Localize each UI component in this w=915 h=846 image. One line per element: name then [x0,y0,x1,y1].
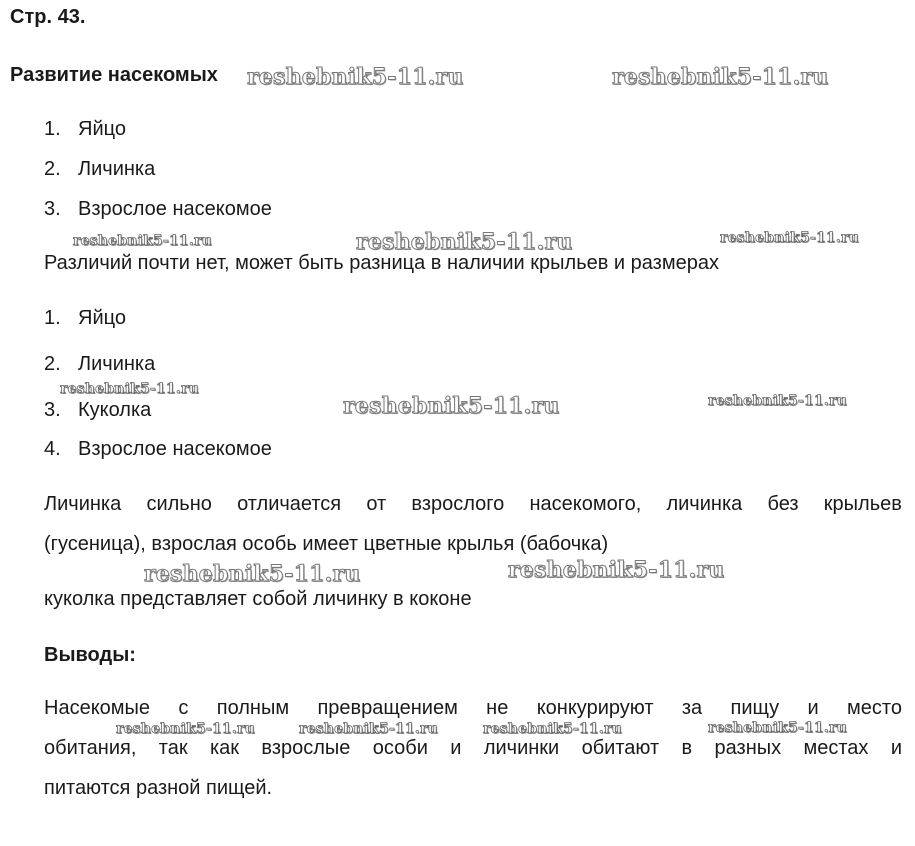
word: в [681,737,693,759]
list-item-text: Куколка [78,399,152,421]
word: и [890,737,902,759]
list-item [44,353,155,376]
list-item-text: Яйцо [78,118,126,140]
word: превращением [317,697,458,719]
word: место [847,697,902,719]
watermark: reshebnik5-11.ru [612,64,829,90]
word: взрослого [411,493,505,515]
word: обитают [581,737,660,759]
word: крыльев [823,493,902,515]
word: и [450,737,462,759]
word: не [486,697,509,719]
word: полным [216,697,290,719]
word: Личинка [44,493,122,515]
word: местах [803,737,869,759]
section-title: Развитие насекомых [10,64,218,86]
watermark: reshebnik5-11.ru [483,721,622,737]
list-item-text: Взрослое насекомое [78,438,272,460]
list-item [44,158,155,181]
list-item-text: Яйцо [78,307,126,329]
paragraph-complete-line2: (гусеница), взрослая особь имеет цветные крылья (бабочка) [44,533,609,555]
word: личинки [483,737,560,759]
word: разных [714,737,782,759]
watermark: reshebnik5-11.ru [708,720,847,736]
watermark: reshebnik5-11.ru [356,229,573,255]
list-item-text: Личинка [78,158,156,180]
word: пищу [730,697,780,719]
list-item [44,307,126,330]
word: сильно [146,493,212,515]
list-item-number: 1. [44,307,61,329]
word: без [767,493,799,515]
list-item-number: 1. [44,118,61,140]
word: и [807,697,819,719]
word: насекомого, [529,493,642,515]
list-item [44,118,126,141]
list-item-number: 3. [44,399,61,421]
word: от [366,493,387,515]
watermark: reshebnik5-11.ru [343,393,560,419]
list-item-number: 3. [44,198,61,220]
word: конкурируют [536,697,654,719]
list-item [44,198,272,221]
watermark: reshebnik5-11.ru [720,230,859,246]
word: как [209,737,240,759]
word: с [178,697,189,719]
word: Насекомые [44,697,151,719]
word: особи [372,737,428,759]
word: так [158,737,188,759]
list-item [44,399,151,422]
watermark: reshebnik5-11.ru [708,393,847,409]
paragraph-complete-line3: куколка представляет собой личинку в коконе [44,588,472,610]
list-item [44,438,272,461]
conclusions-line3: питаются разной пищей. [44,777,273,799]
list-item-number: 2. [44,158,61,180]
paragraph-complete-line1 [44,493,902,516]
watermark: reshebnik5-11.ru [508,557,725,583]
watermark: reshebnik5-11.ru [116,721,255,737]
word: обитания, [44,737,137,759]
watermark: reshebnik5-11.ru [73,233,212,249]
list-item-text: Личинка [78,353,156,375]
watermark: reshebnik5-11.ru [144,561,361,587]
word: за [681,697,703,719]
list-item-number: 4. [44,438,61,460]
word: взрослые [261,737,351,759]
page-number: Стр. 43. [10,6,86,28]
list-item-text: Взрослое насекомое [78,198,272,220]
list-item-number: 2. [44,353,61,375]
word: отличается [237,493,342,515]
watermark: reshebnik5-11.ru [299,721,438,737]
conclusions-line2 [44,737,902,760]
conclusions-title: Выводы: [44,644,136,666]
word: личинка [666,493,743,515]
paragraph-incomplete: Различий почти нет, может быть разница в наличии крыльев и размерах [44,252,719,274]
conclusions-line1 [44,697,902,720]
watermark: reshebnik5-11.ru [247,64,464,90]
watermark: reshebnik5-11.ru [60,381,199,397]
